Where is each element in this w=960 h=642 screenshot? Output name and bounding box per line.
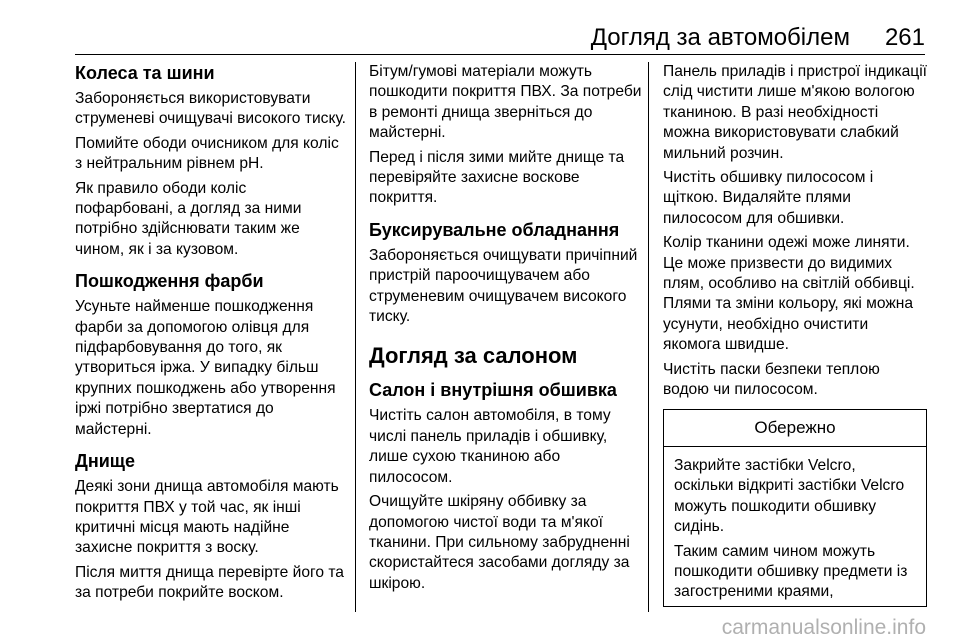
column-3 xyxy=(663,62,927,607)
column-1 xyxy=(75,62,347,608)
page-number: 261 xyxy=(884,24,925,51)
paragraph: Забороняється використовувати струменеві очищувачі високого тиску. xyxy=(75,90,347,128)
paragraph: Чистіть обшивку пилососом і щіткою. Видаляйте плями пилососом для обшивки. xyxy=(663,169,874,227)
paragraph: Чистіть паски безпеки теплою водою чи пилососом. xyxy=(663,360,880,399)
caution-paragraph: Закрийте застібки Velcro, оскільки відкриті застібки Velcro можуть пошкодити обшивку сидінь. xyxy=(674,456,905,536)
paragraph: Колір тканини одежі може линяти. Це може призвести до видимих плям, особливо на світлій оббивці. Плями та зміни кольору, які можна усунути, необхідно очистити якомога швидше. xyxy=(663,234,915,354)
section-heading: Днище xyxy=(75,451,135,472)
caution-box xyxy=(663,409,927,607)
header-title: Догляд за автомобілем xyxy=(590,24,850,51)
paragraph: Перед і після зими мийте днище та перевіряйте захисне воскове покриття. xyxy=(369,148,625,207)
column-divider-1 xyxy=(355,62,356,612)
paragraph: Очищуйте шкіряну оббивку за допомогою чистої води та м'якої тканини. При сильному забрудненні скористайтеся засобами догляду за шкірою. xyxy=(369,493,630,592)
paragraph: Забороняється очищувати причіпний пристрій пароочищувачем або струменевим очищувачем високого тиску. xyxy=(369,246,638,326)
section-heading: Салон і внутрішня обшивка xyxy=(369,380,617,401)
caution-body xyxy=(664,447,926,603)
paragraph: Деякі зони днища автомобіля мають покриття ПВХ у той час, як інші критичні місця мають надійне захисне покриття з воску. xyxy=(75,478,339,557)
section-heading: Колеса та шини xyxy=(75,63,215,83)
column-3-text xyxy=(663,62,927,401)
column-divider-2 xyxy=(648,62,649,612)
column-2 xyxy=(369,62,647,598)
paragraph: Бітум/гумові матеріали можуть пошкодити покриття ПВХ. За потреби в ремонті днища зверніться до майстерні. xyxy=(369,63,642,142)
section-heading: Буксирувальне обладнання xyxy=(369,219,620,240)
caution-paragraph: Таким самим чином можуть пошкодити обшивку предмети із загостреними краями, xyxy=(674,542,908,601)
paragraph: Панель приладів і пристрої індикації слід чистити лише м'якою вологою тканиною. В разі необхідності можна використовувати слабкий мильний розчин. xyxy=(663,63,928,162)
header-rule xyxy=(75,54,925,55)
paragraph: Після миття днища перевірте його та за потреби покрийте воском. xyxy=(75,563,344,602)
caution-title: Обережно xyxy=(664,410,926,447)
watermark: carmanualsonline.info xyxy=(721,616,926,639)
page-header xyxy=(75,22,925,52)
paragraph: Усуньте найменше пошкодження фарби за допомогою олівця для підфарбовування до того, як утвориться іржа. У випадку більш крупних пошкоджень або утворення іржі потрібно звертатися до майстерні. xyxy=(75,298,336,438)
paragraph: Як правило ободи коліс пофарбовані, а догляд за ними потрібно здійснювати таким же чином, як і за кузовом. xyxy=(75,179,302,258)
section-heading: Пошкодження фарби xyxy=(75,271,264,292)
chapter-heading: Догляд за салоном xyxy=(369,343,578,369)
paragraph: Помийте ободи очисником для коліс з нейтральним рівнем pH. xyxy=(75,134,339,173)
paragraph: Чистіть салон автомобіля, в тому числі панель приладів і обшивку, лише сухою тканиною або пилососом. xyxy=(369,407,611,486)
